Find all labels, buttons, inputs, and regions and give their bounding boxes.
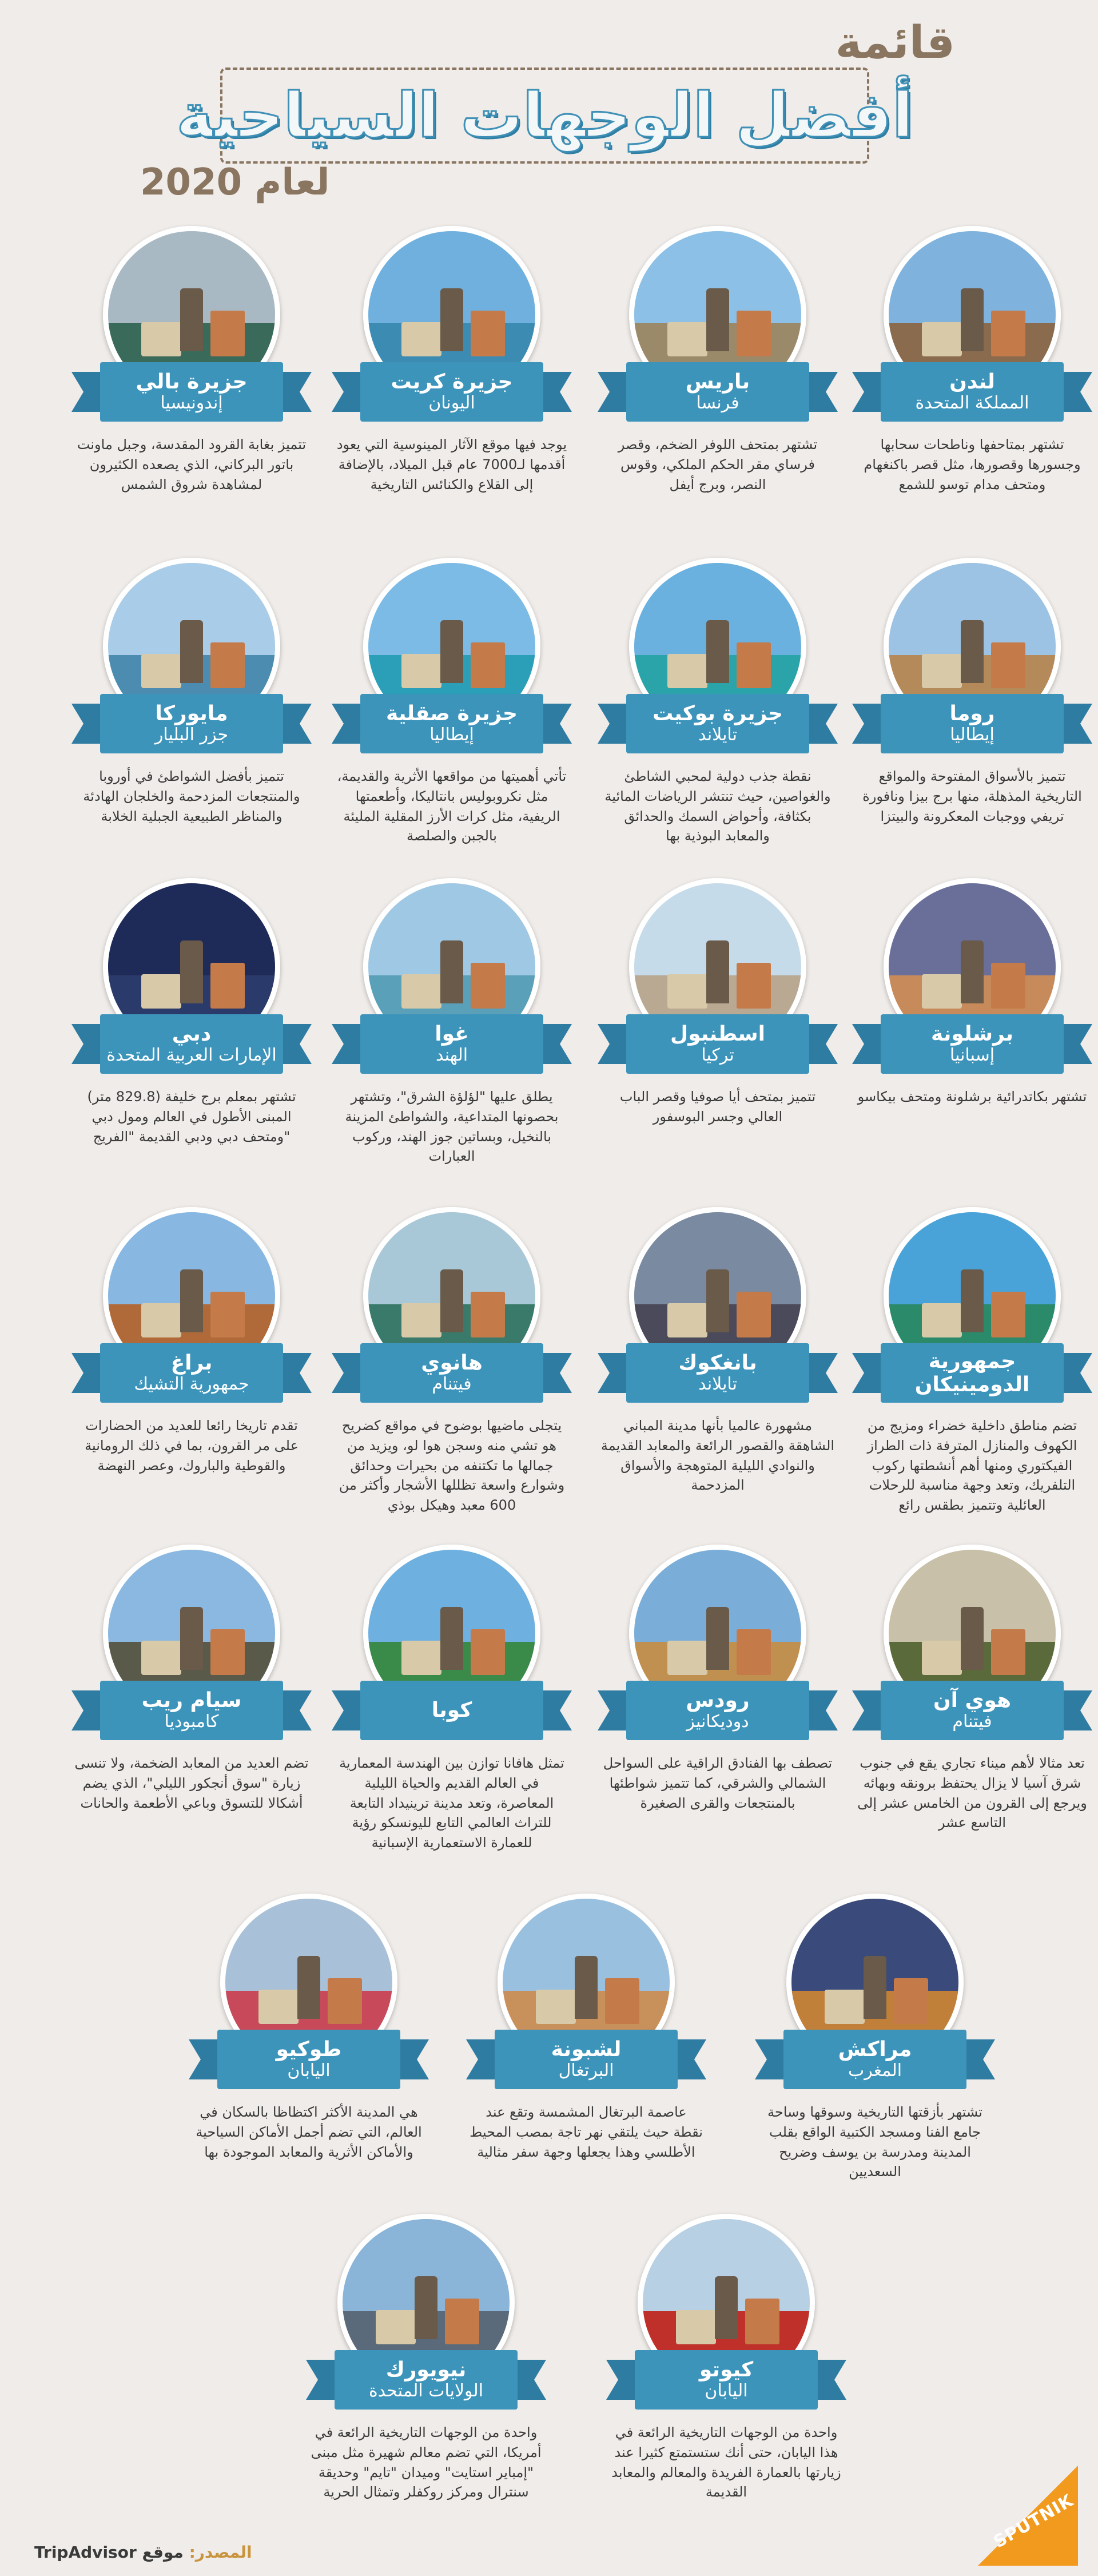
photo-building — [667, 1641, 707, 1675]
photo-building — [922, 1303, 962, 1337]
destination-country: إيطاليا — [950, 725, 994, 745]
destination-ribbon — [852, 1676, 1092, 1745]
destination-card — [71, 558, 312, 867]
destination-ribbon — [71, 1676, 312, 1745]
destination-ribbon — [71, 689, 312, 758]
photo-building — [991, 1292, 1025, 1337]
destination-card — [598, 878, 838, 1187]
destination-city: هوي آن — [933, 1689, 1012, 1713]
ribbon-band — [335, 2350, 518, 2410]
destination-country: تايلاند — [698, 725, 737, 745]
photo-building — [376, 2310, 416, 2344]
destination-description: مشهورة عالميا بأنها مدينة المباني الشاهقة والقصور الرائعة والمعابد القديمة والنوادي الليلية المتوهجة والأسواق المزدحمة — [600, 1418, 835, 1494]
destination-city: جزيرة بالي — [136, 370, 248, 394]
photo-building — [471, 1629, 505, 1675]
photo-building — [401, 974, 441, 1009]
destination-ribbon — [598, 1010, 838, 1078]
destination-ribbon — [598, 1339, 838, 1407]
ribbon-band — [217, 2030, 400, 2089]
destination-country: إيطاليا — [429, 725, 474, 745]
ribbon-band — [360, 694, 543, 753]
photo-building — [471, 963, 505, 1009]
photo-building — [536, 1990, 576, 2024]
source-note — [34, 2543, 252, 2562]
ribbon-band — [626, 362, 809, 422]
destination-country: تركيا — [701, 1045, 734, 1066]
destination-city: دبي — [172, 1022, 212, 1046]
destination-card — [598, 1207, 838, 1516]
photo-landmark — [961, 1607, 984, 1670]
destination-card — [598, 226, 838, 535]
destination-country: اليابان — [705, 2381, 748, 2402]
destination-ribbon — [852, 358, 1092, 426]
photo-landmark — [706, 1607, 729, 1670]
destination-country: اليابان — [287, 2061, 331, 2081]
photo-building — [737, 311, 771, 356]
ribbon-band — [881, 694, 1064, 753]
destination-description: تشتهر بمتاحفها وناطحات سحابها وجسورها وقصورها، مثل قصر باكنغهام ومتحف مدام توسو للشمع — [864, 436, 1081, 493]
ribbon-band — [881, 1014, 1064, 1074]
photo-landmark — [575, 1956, 598, 2019]
destination-city: كوبا — [431, 1698, 472, 1722]
photo-building — [922, 974, 962, 1009]
destination-ribbon — [332, 689, 572, 758]
destination-country: الولايات المتحدة — [368, 2381, 484, 2402]
header-subtitle: لعام 2020 — [140, 161, 330, 204]
destination-card — [332, 1545, 572, 1853]
photo-building — [471, 311, 505, 356]
photo-building — [445, 2299, 479, 2344]
ribbon-band — [100, 694, 283, 753]
destination-description: تقدم تاريخا رائعا للعديد من الحضارات على مر القرون، بما في ذلك الرومانية والقوطية والباروك، وعصر النهضة — [85, 1418, 299, 1474]
destination-country: كامبوديا — [164, 1712, 219, 1732]
photo-building — [676, 2310, 716, 2344]
photo-building — [737, 963, 771, 1009]
destination-country: المغرب — [848, 2061, 902, 2081]
destination-description: واحدة من الوجهات التاريخية الرائعة في هذا اليابان، حتى أنك ستستمتع كثيرا عند زيارتها بالعمارة الفريدة والمعالم والمعابد القديمة — [611, 2424, 841, 2500]
destination-card — [306, 2214, 546, 2523]
photo-landmark — [706, 620, 729, 683]
destination-description: يتجلى ماضيها بوضوح في مواقع كضريح هو تشي منه وسجن هوا لو، ويزيد من جمالها ما تكتنفه من بحيرات وحدائق وشوارع واسعة تظللها الأشجار وأكثر من 600 معبد وهيكل بوذي — [339, 1418, 565, 1514]
destination-city: جزيرة كريت — [391, 370, 513, 394]
photo-building — [141, 654, 181, 688]
destination-description: نقطة جذب دولية لمحبي الشاطئ والغواصين، حيث تنتشر الرياضات المائية بكثافة، وأحواض السمك والحدائق والمعابد البوذية بها — [604, 768, 831, 844]
photo-landmark — [180, 288, 203, 351]
photo-building — [141, 322, 181, 356]
destination-card — [598, 1545, 838, 1853]
photo-landmark — [961, 940, 984, 1003]
photo-landmark — [415, 2276, 437, 2339]
destination-card — [852, 558, 1092, 867]
ribbon-band — [495, 2030, 678, 2089]
destination-card — [332, 558, 572, 867]
destination-description: تتميز بأفضل الشواطئ في أوروبا والمنتجعات المزدحمة والخلجان الهادئة والمناظر الطبيعية الجبلية الخلابة — [83, 768, 300, 824]
destination-ribbon — [71, 358, 312, 426]
ribbon-band — [100, 1343, 283, 1403]
photo-building — [141, 1303, 181, 1337]
destination-ribbon — [332, 1339, 572, 1407]
destination-description: واحدة من الوجهات التاريخية الرائعة في أمريكا، التي تضم معالم شهيرة مثل مبنى "إمباير استايت" وميدان "تايم" وحديقة سنترال ومركز روكفلر وتمثال الحرية — [311, 2424, 542, 2500]
destination-ribbon — [189, 2025, 429, 2094]
destination-ribbon — [306, 2345, 546, 2414]
destination-ribbon — [332, 1010, 572, 1078]
photo-landmark — [706, 940, 729, 1003]
logo-text: SPUTNIK — [990, 2490, 1077, 2553]
photo-building — [667, 974, 707, 1009]
photo-building — [471, 1292, 505, 1337]
photo-building — [667, 322, 707, 356]
photo-building — [401, 1303, 441, 1337]
destination-ribbon — [598, 1676, 838, 1745]
photo-landmark — [180, 1607, 203, 1670]
photo-landmark — [961, 620, 984, 683]
photo-building — [605, 1978, 639, 2024]
destination-country: المملكة المتحدة — [915, 393, 1029, 414]
photo-building — [991, 963, 1025, 1009]
photo-building — [922, 322, 962, 356]
destination-description: تتميز بمتحف أيا صوفيا وقصر الباب العالي وجسر البوسفور — [619, 1089, 816, 1125]
destination-card — [852, 878, 1092, 1187]
photo-building — [401, 322, 441, 356]
destination-ribbon — [852, 1339, 1092, 1407]
photo-landmark — [961, 288, 984, 351]
destination-card — [598, 558, 838, 867]
photo-landmark — [180, 620, 203, 683]
photo-landmark — [440, 288, 463, 351]
ribbon-band — [881, 1343, 1064, 1403]
destination-city: روما — [949, 702, 995, 726]
destination-description: تشتهر بكاتدرائية برشلونة ومتحف بيكاسو — [857, 1089, 1087, 1105]
destination-ribbon — [598, 689, 838, 758]
destination-ribbon — [755, 2025, 995, 2094]
destination-ribbon — [598, 358, 838, 426]
ribbon-band — [626, 1014, 809, 1074]
destination-city: براغ — [170, 1351, 213, 1375]
photo-building — [328, 1978, 362, 2024]
destination-description: تمثل هافانا توازن بين الهندسة المعمارية في العالم القديم والحياة الليلية المعاصرة، وتعد مدينة ترينيداد التابعة للتراث العالمي التابع لليونسكو رؤية للعمارة الاستعمارية الإسبانية — [339, 1755, 564, 1851]
destination-country: تايلاند — [698, 1374, 737, 1395]
source-label: المصدر: — [189, 2543, 252, 2562]
photo-building — [210, 1292, 245, 1337]
photo-building — [737, 1629, 771, 1675]
ribbon-band — [626, 1681, 809, 1740]
ribbon-band — [783, 2030, 966, 2089]
destination-city: غوا — [435, 1022, 469, 1046]
destination-card — [755, 1894, 995, 2202]
destination-card — [332, 226, 572, 535]
destination-description: يوجد فيها موقع الآثار المينوسية التي يعود أقدمها لـ7000 عام قبل الميلاد، بالإضافة إلى القلاع والكنائس التاريخية — [336, 436, 567, 493]
ribbon-band — [360, 1014, 543, 1074]
photo-building — [737, 1292, 771, 1337]
header-title-box — [176, 68, 913, 164]
sputnik-logo — [978, 2466, 1078, 2566]
destination-ribbon — [852, 689, 1092, 758]
destination-city: لندن — [949, 370, 995, 394]
ribbon-band — [360, 362, 543, 422]
photo-landmark — [440, 620, 463, 683]
photo-building — [922, 1641, 962, 1675]
photo-landmark — [440, 1269, 463, 1332]
photo-landmark — [715, 2276, 738, 2339]
photo-landmark — [297, 1956, 320, 2019]
destination-description: تشتهر بأزقتها التاريخية وسوقها وساحة جامع الفنا ومسجد الكتبية الواقع بقلب المدينة ومدرسة بن يوسف وضريح السعديين — [767, 2104, 982, 2180]
destination-card — [71, 1545, 312, 1853]
destination-description: عاصمة البرتغال المشمسة وتقع عند نقطة حيث يلتقي نهر تاجة بمصب المحيط الأطلسي وهذا يجعلها وجهة سفر مثالية — [470, 2104, 703, 2160]
destination-description: تعد مثالا لأهم ميناء تجاري يقع في جنوب شرق آسيا لا يزال يحتفظ برونقه وبهائه ويرجع إلى القرون من الخامس عشر إلى التاسع عشر — [857, 1755, 1087, 1831]
ribbon-band — [881, 362, 1064, 422]
destination-city: جزيرة صقلية — [386, 702, 518, 726]
destination-city: برشلونة — [931, 1022, 1013, 1046]
photo-building — [210, 963, 245, 1009]
destination-country: الهند — [435, 1045, 468, 1066]
destination-city: مراكش — [838, 2038, 912, 2062]
destination-country: فيتنام — [952, 1712, 992, 1732]
destination-ribbon — [332, 358, 572, 426]
photo-building — [210, 642, 245, 688]
photo-building — [210, 311, 245, 356]
destination-description: يطلق عليها "لؤلؤة الشرق"، وتشتهر بحصونها المتداعية، والشواطئ المزينة بالنخيل، وبساتين جوز الهند، وركوب العبارات — [345, 1089, 559, 1165]
ribbon-band — [360, 1681, 543, 1740]
photo-building — [141, 974, 181, 1009]
destination-city: باريس — [685, 370, 750, 394]
destination-card — [852, 1207, 1092, 1516]
photo-landmark — [961, 1269, 984, 1332]
destination-card — [852, 226, 1092, 535]
photo-building — [401, 1641, 441, 1675]
destination-description: تشتهر بمتحف اللوفر الضخم، وقصر فرساي مقر الحكم الملكي، وقوس النصر، وبرج أيفل — [618, 436, 818, 493]
destination-country: جزر البليار — [154, 725, 229, 745]
destination-country: الإمارات العربية المتحدة — [106, 1045, 277, 1066]
destination-description: تصطف بها الفنادق الراقية على السواحل الشمالي والشرقي، كما تتميز شواطئها بالمنتجعات والقرى الصغيرة — [603, 1755, 833, 1811]
destination-city: سيام ريب — [141, 1689, 242, 1713]
destination-card — [189, 1894, 429, 2202]
photo-building — [667, 1303, 707, 1337]
destination-description: تشتهر بمعلم برج خليفة (829.8 متر) المبنى الأطول في العالم ومول دبي "ومتحف دبي ودبي القديمة "الفريج — [87, 1089, 296, 1145]
photo-building — [471, 642, 505, 688]
destination-card — [332, 878, 572, 1187]
destination-city: طوكيو — [276, 2038, 342, 2062]
ribbon-band — [100, 362, 283, 422]
destination-description: تتميز بالأسواق المفتوحة والمواقع التاريخية المذهلة، منها برج بيزا ونافورة تريفي ووجبات المعكرونة والبيتزا — [862, 768, 1082, 824]
destination-card — [852, 1545, 1092, 1853]
photo-landmark — [180, 940, 203, 1003]
header-title: أفضل الوجهات السياحية — [176, 80, 913, 152]
ribbon-band — [626, 694, 809, 753]
destination-card — [71, 878, 312, 1187]
destination-city: اسطنبول — [670, 1022, 766, 1046]
destination-country: جمهورية التشيك — [134, 1374, 249, 1395]
photo-building — [258, 1990, 299, 2024]
destination-description: تتميز بغابة القرود المقدسة، وجبل ماونت باتور البركاني، الذي يصعده الكثيرون لمشاهدة شروق الشمس — [77, 436, 307, 493]
photo-landmark — [440, 1607, 463, 1670]
destination-card — [71, 226, 312, 535]
ribbon-band — [100, 1014, 283, 1074]
destination-ribbon — [606, 2345, 846, 2414]
ribbon-band — [100, 1681, 283, 1740]
header-top-word: قائمة — [835, 17, 955, 69]
destination-ribbon — [71, 1010, 312, 1078]
destination-city: لشبونة — [551, 2038, 622, 2062]
destination-country: اليونان — [428, 393, 475, 414]
destination-country: دوديكانيز — [686, 1712, 749, 1732]
photo-building — [894, 1978, 928, 2024]
photo-building — [922, 654, 962, 688]
destination-ribbon — [332, 1676, 572, 1745]
photo-building — [745, 2299, 779, 2344]
destination-city: جمهورية الدومينيكان — [914, 1349, 1030, 1396]
destination-description: تضم مناطق داخلية خضراء ومزيج من الكهوف والمنازل المترفة ذات الطراز الفيكتوري ومنها أهم أنشطتها ركوب التلفريك، وتعد وجهة مناسبة للرحلات العائلية وتتميز بطقس رائع — [867, 1418, 1077, 1514]
destination-card — [606, 2214, 846, 2523]
destination-ribbon — [71, 1339, 312, 1407]
destination-ribbon — [466, 2025, 706, 2094]
destination-description: هي المدينة الأكثر اكتظاظا بالسكان في العالم، التي تضم أجمل الأماكن السياحية والأماكن الأثرية والمعابد الموجودة بها — [196, 2104, 422, 2160]
destination-country: إندونيسيا — [160, 393, 223, 414]
ribbon-band — [360, 1343, 543, 1403]
photo-building — [401, 654, 441, 688]
photo-landmark — [180, 1269, 203, 1332]
ribbon-band — [881, 1681, 1064, 1740]
photo-building — [667, 654, 707, 688]
ribbon-band — [635, 2350, 818, 2410]
destination-city: جزيرة بوكيت — [653, 702, 783, 726]
photo-building — [141, 1641, 181, 1675]
destination-city: نيويورك — [385, 2358, 467, 2382]
photo-landmark — [440, 940, 463, 1003]
photo-landmark — [706, 288, 729, 351]
destination-city: هانوي — [421, 1351, 483, 1375]
destination-card — [71, 1207, 312, 1516]
destination-country: إسبانيا — [949, 1045, 995, 1066]
destination-country: فرنسا — [696, 393, 739, 414]
destination-ribbon — [852, 1010, 1092, 1078]
photo-building — [737, 642, 771, 688]
destination-city: مايوركا — [155, 702, 228, 726]
destination-description: تأتي أهميتها من مواقعها الأثرية والقديمة، مثل نكروبوليس بانتاليكا، وأطعمتها الريفية، مثل كرات الأرز المقلية المليئة بالجبن والصلصة — [337, 768, 567, 844]
destination-city: بانغكوك — [678, 1351, 757, 1375]
destination-description: تضم العديد من المعابد الضخمة، ولا تنسى زيارة "سوق أنجكور الليلي"، الذي يضم أشكالا للتسوق وباعي الأطعمة والحانات — [74, 1755, 309, 1811]
photo-building — [991, 311, 1025, 356]
ribbon-band — [626, 1343, 809, 1403]
destination-card — [332, 1207, 572, 1516]
photo-building — [991, 1629, 1025, 1675]
photo-landmark — [864, 1956, 886, 2019]
destination-card — [466, 1894, 706, 2202]
photo-landmark — [706, 1269, 729, 1332]
destination-city: رودس — [686, 1689, 750, 1713]
photo-building — [210, 1629, 245, 1675]
source-text: موقع TripAdvisor — [34, 2543, 184, 2562]
photo-building — [825, 1990, 865, 2024]
destination-country: فيتنام — [432, 1374, 472, 1395]
destination-country: البرتغال — [558, 2061, 614, 2081]
photo-building — [991, 642, 1025, 688]
destination-city: كيوتو — [699, 2358, 754, 2382]
